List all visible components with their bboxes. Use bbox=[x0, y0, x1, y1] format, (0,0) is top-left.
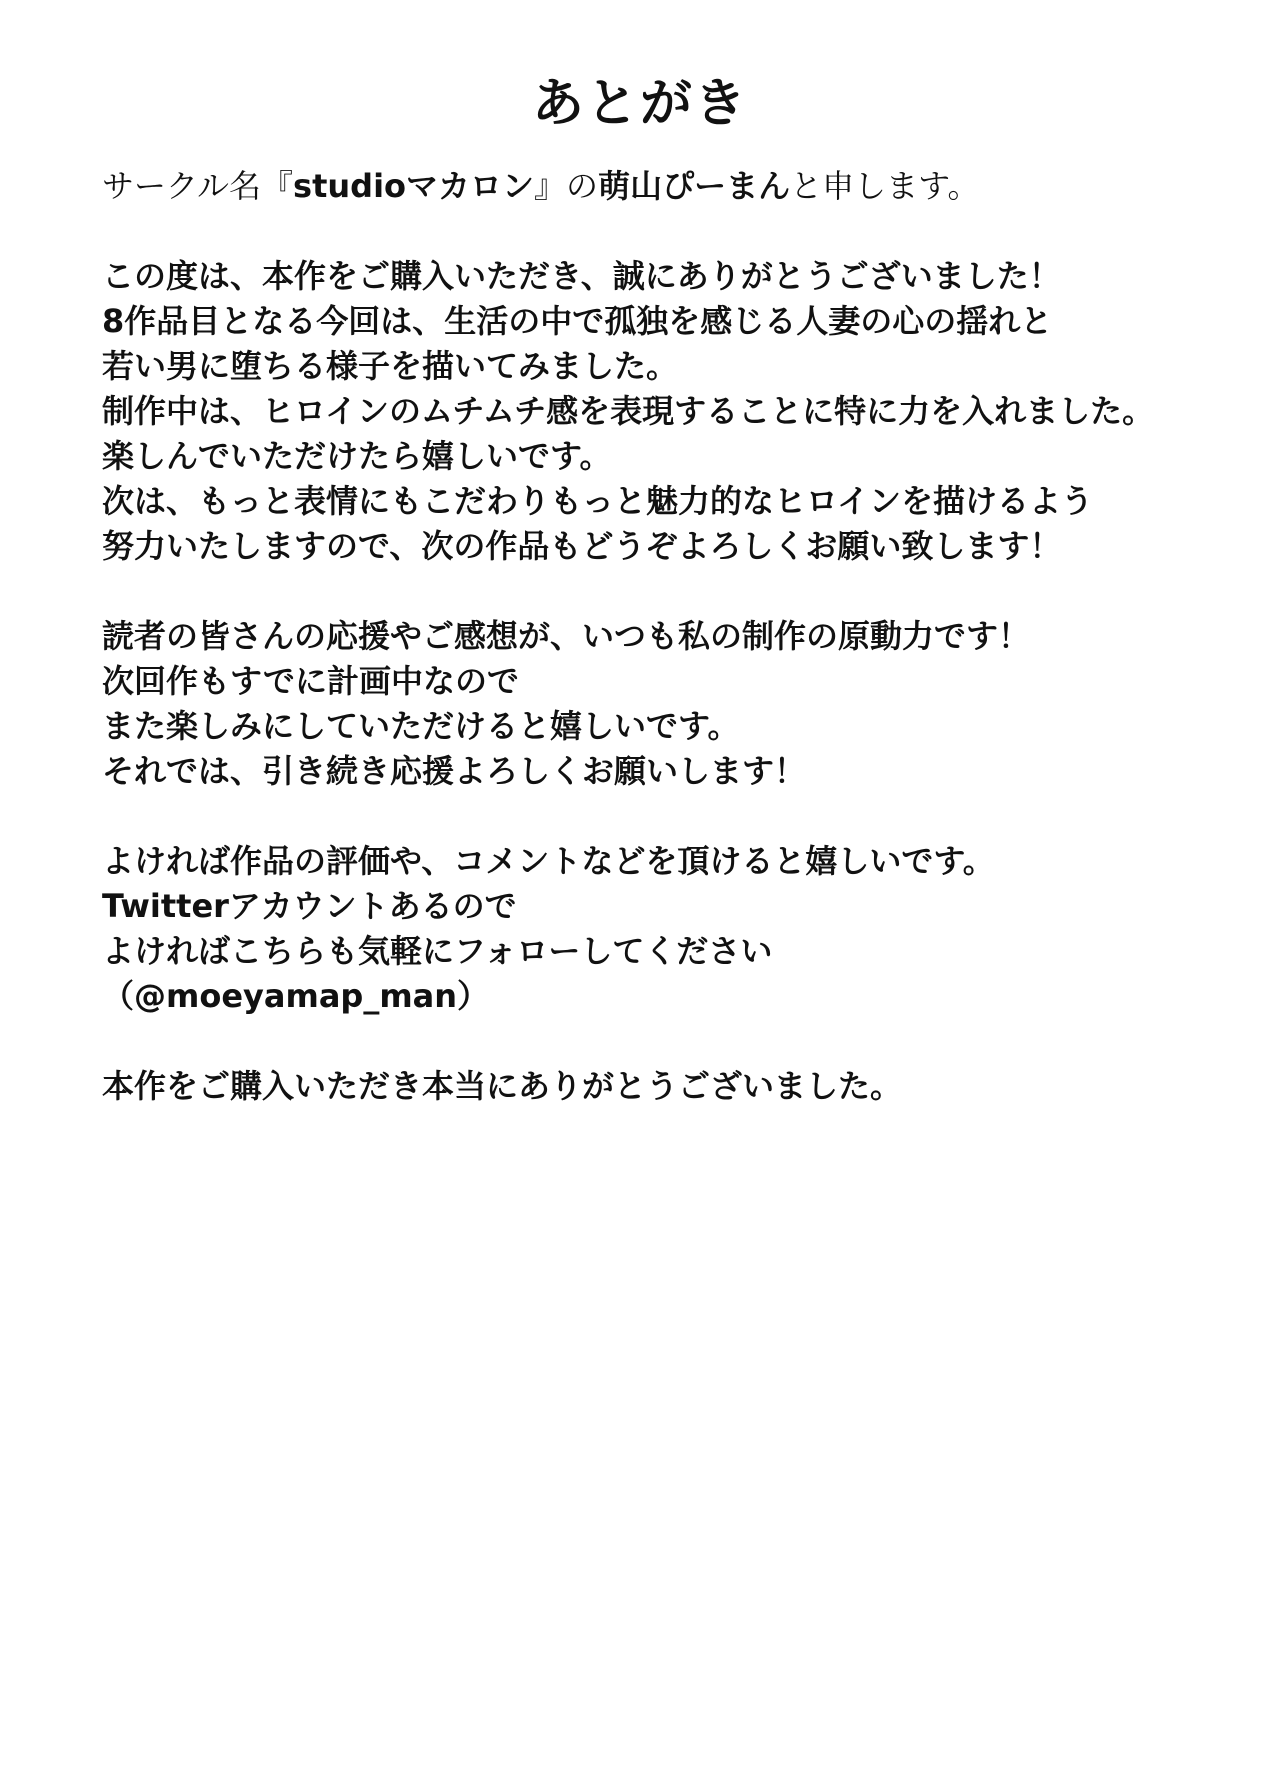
paragraph-gap bbox=[102, 1019, 1262, 1064]
paragraph3-line: よければこちらも気軽にフォローしてください bbox=[102, 932, 773, 970]
paragraph-gap bbox=[102, 794, 1262, 839]
paragraph2-line: 次回作もすでに計画中なので bbox=[102, 662, 519, 700]
paragraph1-line: 次は、もっと表情にもこだわりもっと魅力的なヒロインを描けるよう bbox=[102, 482, 1094, 520]
intro-circle-label: サークル名『 bbox=[102, 167, 294, 205]
paragraph2-line: それでは、引き続き応援よろしくお願いします！ bbox=[102, 752, 807, 790]
paragraph1-line: 8作品目となる今回は、生活の中で孤独を感じる人妻の心の揺れと bbox=[102, 302, 1053, 340]
paragraph1-line: この度は、本作をご購入いただき、誠にありがとうございました！ bbox=[102, 257, 1061, 295]
intro-connector: 』の bbox=[534, 167, 599, 205]
paragraph2-line: 読者の皆さんの応援やご感想が、いつも私の制作の原動力です！ bbox=[102, 617, 1031, 655]
author-name: 萌山ぴーまん bbox=[598, 167, 791, 205]
paragraph3-line: よければ作品の評価や、コメントなどを頂けると嬉しいです。 bbox=[102, 842, 995, 880]
paragraph-gap bbox=[102, 569, 1262, 614]
circle-name: studioマカロン bbox=[293, 167, 535, 205]
afterword-body bbox=[102, 164, 1262, 1109]
paragraph1-line: 努力いたしますので、次の作品もどうぞよろしくお願い致します！ bbox=[102, 527, 1062, 565]
twitter-handle: （@moeyamap_man） bbox=[102, 977, 490, 1015]
intro-line bbox=[102, 164, 1262, 209]
closing-line: 本作をご購入いただき本当にありがとうございました。 bbox=[102, 1067, 903, 1105]
paragraph1-line: 楽しんでいただけたら嬉しいです。 bbox=[102, 437, 612, 475]
paragraph3-line: Twitterアカウントあるので bbox=[102, 887, 517, 925]
paragraph1-line: 制作中は、ヒロインのムチムチ感を表現することに特に力を入れました。 bbox=[102, 392, 1155, 430]
paragraph1-line: 若い男に堕ちる様子を描いてみました。 bbox=[102, 347, 679, 385]
page-title: あとがき bbox=[531, 74, 748, 134]
paragraph-gap bbox=[102, 209, 1262, 254]
intro-ending: と申します。 bbox=[790, 167, 980, 205]
paragraph2-line: また楽しみにしていただけると嬉しいです。 bbox=[102, 707, 740, 745]
